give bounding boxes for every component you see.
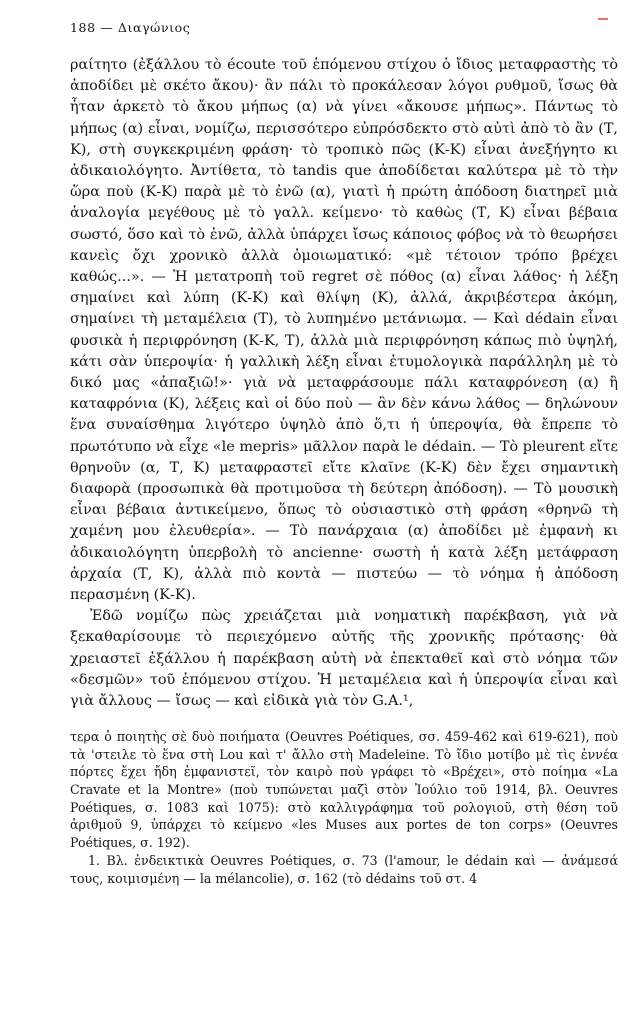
main-text [70,55,618,712]
page-mark [598,18,608,20]
footnotes [70,728,618,887]
running-head: 188 — Διαγώνιος [70,20,191,35]
footnote-continuation: τερα ὁ ποιητὴς σὲ δυὸ ποιήματα (Oeuvres Poétiques, σσ. 459-462 καὶ 619-621), ποὺ τὰ 'στειλε τὸ ἕνα στὴ Lou καὶ τ' ἄλλο στὴ Madeleine. Τὸ ἴδιο μοτίβο μὲ τὶς ἐννέα πόρτες ἔχει ἤδη ἐμφανιστεῖ, τὸν καιρὸ ποὺ γράφει τὸ «Βρέχει», στὸ ποίημα «La Cravate et la Montre» (ποὺ τυπώνεται μαζὶ στὸν Ἰούλιο τοῦ 1914, βλ. Oeuvres Poétiques, σ. 1083 καὶ 1075): στὸ καλλιγράφημα τοῦ ρολογιοῦ, στὴ θέση τοῦ ἀριθμοῦ 9, ὑπάρχει τὸ κείμενο «les Muses aux portes de ton corps» (Oeuvres Poétiques, σ. 192). [70,729,618,850]
footnote-1: 1. Βλ. ἐνδεικτικὰ Oeuvres Poétiques, σ. 73 (l'amour, le dédain καὶ — ἀνάμεσά τους, κοιμισμένη — la mélancolie), σ. 162 (τὸ dédains τοῦ στ. 4 [70,853,618,887]
paragraph-1: ραίτητο (ἐξάλλου τὸ écoute τοῦ ἑπόμενου στίχου ὁ ἴδιος μεταφραστὴς τὸ ἀποδίδει μὲ σκέτο ἄκου)· ἂν πάλι τὸ προκάλεσαν λόγοι ρυθμοῦ, ἴσως θὰ ἦταν ἀρκετὸ τὸ ἄκου μήπως (α) νὰ γίνει «ἄκουσε μήπως». Πάντως τὸ μήπως (α) εἶναι, νομίζω, περισσότερο εὐπρόσδεκτο στὸ αὐτὶ ἀπὸ τὸ ἂν (Τ, Κ), στὴ συγκεκριμένη φράση· τὸ τροπικὸ πῶς (Κ-Κ) εἶναι ἀνεξήγητο κι ἀδικαιολόγητο. Ἀντίθετα, τὸ tandis que ἀποδίδεται καλύτερα μὲ τὸ τὴν ὥρα ποὺ (Κ-Κ) παρὰ μὲ τὸ ἐνῶ (α), γιατὶ ἡ πρώτη ἀπόδοση διατηρεῖ μιὰ ἀναλογία μεγέθους μὲ τὸ γαλλ. κείμενο· τὸ καθὼς (Τ, Κ) εἶναι βέβαια σωστό, ὅσο καὶ τὸ ἐνῶ, ἀλλὰ ὑπάρχει ἴσως κάποιος φόβος νὰ τὸ θεωρήσει κανεὶς ὄχι χρονικὸ ἀλλὰ ὁμοιωματικό: «μὲ τέτοιον τρόπο βρέχει καθώς...». — Ἡ μετατροπὴ τοῦ regret σὲ πόθος (α) εἶναι λάθος· ἡ λέξη σημαίνει καὶ λύπη (Κ-Κ) καὶ θλίψη (Κ), ἀλλά, ἀκριβέστερα ἀκόμη, σημαίνει τὴ μεταμέλεια (Τ), τὸ λυπημένο μετάνιωμα. — Καὶ dédain εἶναι φυσικὰ ἡ περιφρόνηση (Κ-Κ, Τ), ἀλλὰ μιὰ περιφρόνηση κάπως πιὸ ὑψηλή, κάτι σὰν ὑπεροψία· ἡ γαλλικὴ λέξη εἶναι ἐτυμολογικὰ παράλληλη μὲ τὸ δικό μας «ἀπαξιῶ!»· γιὰ νὰ μεταφράσουμε πάλι καταφρόνεση (α) ἢ καταφρόνια (Κ), λέξεις καὶ οἱ δύο ποὺ — ἂν δὲν κάνω λάθος — δηλώνουν ἕνα συναίσθημα λιγότερο ὑψηλὸ ἀπὸ ὅ,τι ἡ ὑπεροψία, θὰ ἔπρεπε τὸ πρωτότυπο νὰ εἶχε «le mepris» μᾶλλον παρὰ le dédain. — Τὸ pleurent εἴτε θρηνοῦν (α, Τ, Κ) μεταφραστεῖ εἴτε κλαῖνε (Κ-Κ) δὲν ἔχει σημαντικὴ διαφορὰ (προσωπικὰ θὰ προτιμοῦσα τὴ δεύτερη ἀπόδοση). — Τὸ μουσικὴ εἶναι βέβαια ἀντικείμενο, ὅπως τὸ οὐσιαστικὸ στὴ φράση «θρηνῶ τὴ χαμένη μου ἐλευθερία». — Τὸ πανάρχαια (α) ἀποδίδει μὲ ἐμφανὴ κι ἀδικαιολόγητη ὑπερβολὴ τὸ ancienne· σωστὴ ἡ κατὰ λέξη μετάφραση ἀρχαία (Τ, Κ), ἀλλὰ πιὸ κοντὰ — πιστεύω — τὸ νόημα ἡ ἀπόδοση περασμένη (Κ-Κ). [70,57,618,604]
paragraph-2: Ἐδῶ νομίζω πὼς χρειάζεται μιὰ νοηματικὴ παρέκβαση, γιὰ νὰ ξεκαθαρίσουμε τὸ περιεχόμενο αὐτῆς τῆς χρονικῆς πρότασης· θὰ χρειαστεῖ ἐξάλλου ἡ παρέκβαση αὐτὴ νὰ ἐπεκταθεῖ καὶ στὸ νόημα τῶν «δεσμῶν» τοῦ ἑπόμενου στίχου. Ἡ μεταμέλεια καὶ ἡ ὑπεροψία εἶναι καὶ γιὰ ἄλλους — ἴσως — καὶ εἰδικὰ γιὰ τὸν G.A.¹, [70,608,618,710]
